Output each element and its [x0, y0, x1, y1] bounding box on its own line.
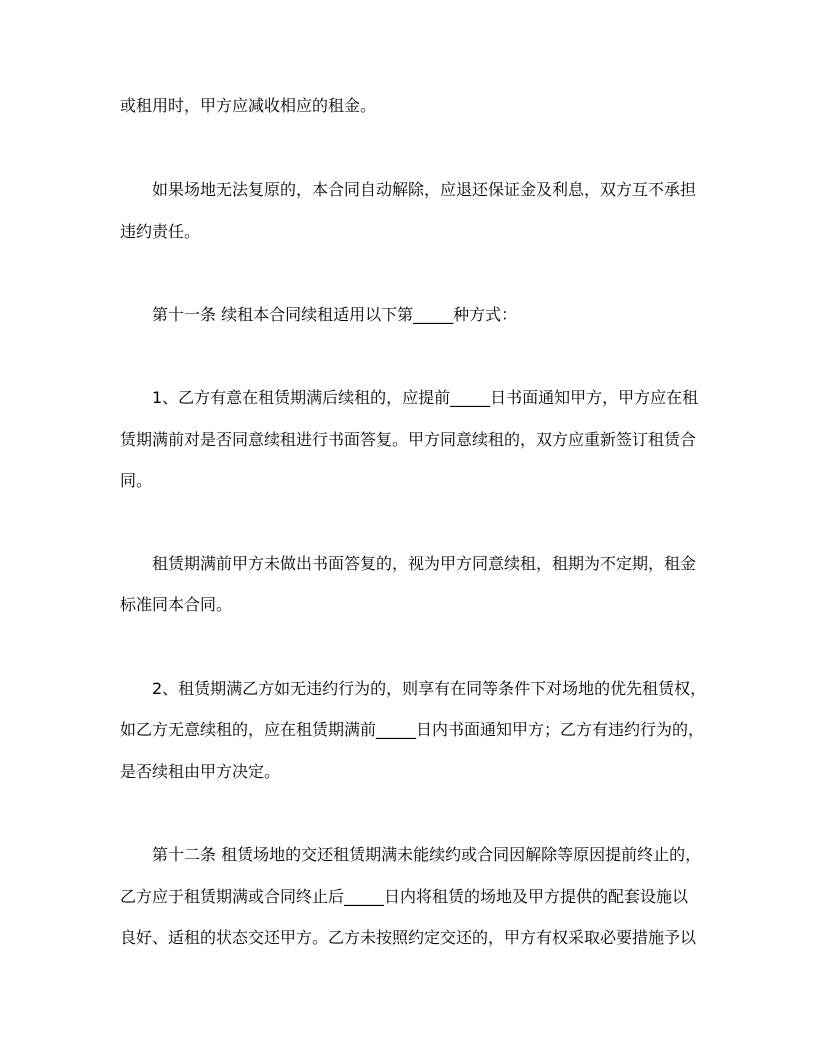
article-heading-12: 第十二条 租赁场地的交还租赁期满未能续约或合同因解除等原因提前终止的，: [152, 845, 702, 864]
text-line: 标准同本合同。: [120, 595, 233, 614]
text-line: 是否续租由甲方决定。: [120, 762, 281, 781]
text-line: 2、租赁期满乙方如无违约行为的，则享有在同等条件下对场地的优先租赁权，: [152, 679, 707, 698]
text-line: 赁期满前对是否同意续租进行书面答复。甲方同意续租的，双方应重新签订租赁合: [120, 430, 697, 449]
text-line: 乙方应于租赁期满或合同终止后_____日内将租赁的场地及甲方提供的配套设施以: [120, 887, 689, 906]
text-line: 违约责任。: [120, 222, 201, 241]
text-line: 如乙方无意续租的，应在租赁期满前_____日内书面通知甲方；乙方有违约行为的，: [120, 720, 705, 739]
text-line: 良好、适租的状态交还甲方。乙方未按照约定交还的，甲方有权采取必要措施予以: [120, 928, 697, 947]
article-heading-11: 第十一条 续租本合同续租适用以下第_____种方式：: [152, 305, 518, 324]
text-line: 同。: [120, 471, 153, 490]
text-line: 如果场地无法复原的，本合同自动解除，应退还保证金及利息，双方互不承担: [152, 180, 697, 199]
text-line: 租赁期满前甲方未做出书面答复的，视为甲方同意续租，租期为不定期，租金: [152, 554, 697, 573]
text-line: 1、乙方有意在租赁期满后续租的，应提前_____日书面通知甲方，甲方应在租: [152, 388, 699, 407]
text-line: 或租用时，甲方应减收相应的租金。: [120, 96, 377, 115]
